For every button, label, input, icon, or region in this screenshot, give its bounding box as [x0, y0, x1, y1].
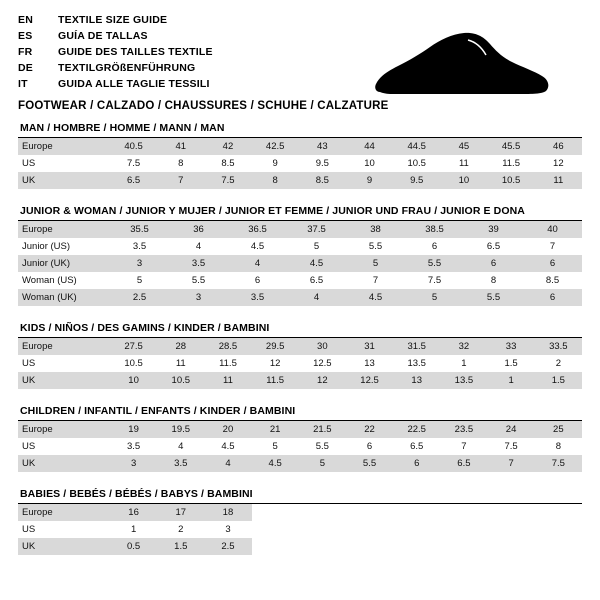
- language-row: [18, 62, 213, 78]
- cell: 13.5: [440, 372, 487, 389]
- cell: 9.5: [393, 172, 440, 189]
- cell: 6.5: [393, 438, 440, 455]
- cell: 40: [523, 221, 582, 238]
- cell: 38.5: [405, 221, 464, 238]
- cell: 2: [535, 355, 582, 372]
- cell: 45: [440, 138, 487, 155]
- table-row: [18, 155, 582, 172]
- cell-empty: [488, 521, 535, 538]
- cell: 7.5: [405, 272, 464, 289]
- cell: 6: [228, 272, 287, 289]
- cell: 1.5: [535, 372, 582, 389]
- cell: 3: [110, 455, 157, 472]
- cell: 10.5: [393, 155, 440, 172]
- cell-empty: [488, 538, 535, 555]
- cell-empty: [346, 521, 393, 538]
- cell: 9: [346, 172, 393, 189]
- cell: 3: [169, 289, 228, 306]
- section-junior-woman: [18, 205, 582, 306]
- section-man: [18, 122, 582, 189]
- cell-empty: [535, 504, 582, 521]
- cell-empty: [440, 521, 487, 538]
- section-title: MAN / HOMBRE / HOMME / MANN / MAN: [18, 122, 582, 138]
- cell: 32: [440, 338, 487, 355]
- section-title: KIDS / NIÑOS / DES GAMINS / KINDER / BAMBINI: [18, 322, 582, 338]
- cell: 12.5: [299, 355, 346, 372]
- cell: 39: [464, 221, 523, 238]
- cell: 3.5: [169, 255, 228, 272]
- cell: 35.5: [110, 221, 169, 238]
- cell: 4: [228, 255, 287, 272]
- row-label: UK: [18, 172, 110, 189]
- cell-empty: [535, 521, 582, 538]
- language-title-body: [18, 14, 213, 94]
- cell: 12: [535, 155, 582, 172]
- cell-empty: [440, 504, 487, 521]
- language-title: GUIDA ALLE TAGLIE TESSILI: [58, 78, 210, 90]
- language-code: EN: [18, 14, 33, 26]
- row-label: Europe: [18, 504, 110, 521]
- table-row: [18, 355, 582, 372]
- language-code: ES: [18, 30, 33, 42]
- language-title: GUÍA DE TALLAS: [58, 30, 148, 42]
- cell: 42.5: [252, 138, 299, 155]
- row-label: UK: [18, 455, 110, 472]
- cell: 5.5: [464, 289, 523, 306]
- table-row: [18, 289, 582, 306]
- cell: 13: [346, 355, 393, 372]
- table-row: [18, 455, 582, 472]
- cell-empty: [252, 521, 299, 538]
- cell: 8: [535, 438, 582, 455]
- language-row: [18, 30, 213, 46]
- cell: 4.5: [287, 255, 346, 272]
- section-title: BABIES / BEBÉS / BÉBÉS / BABYS / BAMBINI: [18, 488, 582, 504]
- cell: 4.5: [252, 455, 299, 472]
- cell: 23.5: [440, 421, 487, 438]
- cell: 11: [204, 372, 251, 389]
- table-row: [18, 372, 582, 389]
- cell-empty: [252, 538, 299, 555]
- cell: 18: [204, 504, 251, 521]
- cell: 21.5: [299, 421, 346, 438]
- cell: 12: [252, 355, 299, 372]
- cell: 3.5: [110, 238, 169, 255]
- cell: 5.5: [169, 272, 228, 289]
- cell: 33: [488, 338, 535, 355]
- table-row: [18, 421, 582, 438]
- section-kids: [18, 322, 582, 389]
- cell: 46: [535, 138, 582, 155]
- cell: 3.5: [110, 438, 157, 455]
- cell: 28: [157, 338, 204, 355]
- cell: 8.5: [523, 272, 582, 289]
- cell-empty: [535, 538, 582, 555]
- cell: 11: [440, 155, 487, 172]
- cell: 10: [440, 172, 487, 189]
- cell: 40.5: [110, 138, 157, 155]
- cell: 44.5: [393, 138, 440, 155]
- row-label: US: [18, 438, 110, 455]
- cell-empty: [299, 538, 346, 555]
- language-title: TEXTILE SIZE GUIDE: [58, 14, 168, 26]
- table-row: [18, 438, 582, 455]
- language-code: IT: [18, 78, 28, 90]
- cell: 22.5: [393, 421, 440, 438]
- cell: 13.5: [393, 355, 440, 372]
- cell: 1: [488, 372, 535, 389]
- row-label: Woman (US): [18, 272, 110, 289]
- row-label: UK: [18, 538, 110, 555]
- table-row: [18, 221, 582, 238]
- cell-empty: [252, 504, 299, 521]
- cell: 21: [252, 421, 299, 438]
- cell: 11.5: [488, 155, 535, 172]
- row-label: Woman (UK): [18, 289, 110, 306]
- footwear-heading: FOOTWEAR / CALZADO / CHAUSSURES / SCHUHE / CALZATURE: [18, 100, 389, 112]
- cell: 2.5: [110, 289, 169, 306]
- cell-empty: [393, 504, 440, 521]
- cell-empty: [299, 504, 346, 521]
- row-label: Europe: [18, 421, 110, 438]
- cell: 1: [440, 355, 487, 372]
- cell: 4.5: [346, 289, 405, 306]
- cell-empty: [346, 504, 393, 521]
- cell: 6: [464, 255, 523, 272]
- cell: 7: [488, 455, 535, 472]
- cell: 4: [204, 455, 251, 472]
- cell: 6: [346, 438, 393, 455]
- row-label: Europe: [18, 221, 110, 238]
- row-label: UK: [18, 372, 110, 389]
- table-row: [18, 504, 582, 521]
- cell: 16: [110, 504, 157, 521]
- row-label: Europe: [18, 338, 110, 355]
- table-row: [18, 138, 582, 155]
- cell: 41: [157, 138, 204, 155]
- cell: 36: [169, 221, 228, 238]
- cell: 7.5: [535, 455, 582, 472]
- cell: 4.5: [204, 438, 251, 455]
- cell: 7: [346, 272, 405, 289]
- cell: 5: [110, 272, 169, 289]
- cell-empty: [393, 521, 440, 538]
- cell: 2.5: [204, 538, 251, 555]
- cell: 29.5: [252, 338, 299, 355]
- section-title: CHILDREN / INFANTIL / ENFANTS / KINDER / BAMBINI: [18, 405, 582, 421]
- cell: 33.5: [535, 338, 582, 355]
- cell: 10.5: [110, 355, 157, 372]
- cell: 4.5: [228, 238, 287, 255]
- cell: 7.5: [204, 172, 251, 189]
- row-label: Junior (UK): [18, 255, 110, 272]
- cell: 5.5: [346, 238, 405, 255]
- cell: 42: [204, 138, 251, 155]
- cell: 6: [523, 289, 582, 306]
- cell: 30: [299, 338, 346, 355]
- cell: 6.5: [287, 272, 346, 289]
- cell: 11.5: [252, 372, 299, 389]
- cell-empty: [299, 521, 346, 538]
- cell: 5: [299, 455, 346, 472]
- cell: 8: [252, 172, 299, 189]
- language-row: [18, 14, 213, 30]
- table-row: [18, 338, 582, 355]
- table-row: [18, 172, 582, 189]
- cell: 10.5: [157, 372, 204, 389]
- cell: 5: [287, 238, 346, 255]
- cell: 17: [157, 504, 204, 521]
- section-children: [18, 405, 582, 472]
- cell: 11: [535, 172, 582, 189]
- cell: 37.5: [287, 221, 346, 238]
- table-row: [18, 272, 582, 289]
- cell-empty: [440, 538, 487, 555]
- cell-empty: [393, 538, 440, 555]
- cell: 6: [393, 455, 440, 472]
- cell: 22: [346, 421, 393, 438]
- cell: 8: [157, 155, 204, 172]
- language-title: TEXTILGRÖßENFÜHRUNG: [58, 62, 196, 74]
- cell: 9: [252, 155, 299, 172]
- cell: 36.5: [228, 221, 287, 238]
- cell: 44: [346, 138, 393, 155]
- table-row: [18, 521, 582, 538]
- cell: 8.5: [299, 172, 346, 189]
- section-title: JUNIOR & WOMAN / JUNIOR Y MUJER / JUNIOR ET FEMME / JUNIOR UND FRAU / JUNIOR E DONA: [18, 205, 582, 221]
- cell: 7: [523, 238, 582, 255]
- language-row: [18, 46, 213, 62]
- cell: 3.5: [157, 455, 204, 472]
- cell: 12.5: [346, 372, 393, 389]
- language-code: DE: [18, 62, 33, 74]
- cell: 38: [346, 221, 405, 238]
- cell: 4: [287, 289, 346, 306]
- table-row: [18, 538, 582, 555]
- size-table-children: [18, 421, 582, 472]
- row-label: US: [18, 155, 110, 172]
- row-label: US: [18, 355, 110, 372]
- cell: 7.5: [110, 155, 157, 172]
- cell: 4: [169, 238, 228, 255]
- cell: 24: [488, 421, 535, 438]
- cell: 1.5: [488, 355, 535, 372]
- cell: 6: [405, 238, 464, 255]
- cell: 19.5: [157, 421, 204, 438]
- cell: 2: [157, 521, 204, 538]
- language-row: [18, 78, 213, 94]
- cell: 11.5: [204, 355, 251, 372]
- cell: 11: [157, 355, 204, 372]
- cell: 9.5: [299, 155, 346, 172]
- cell-empty: [488, 504, 535, 521]
- cell: 4: [157, 438, 204, 455]
- cell-empty: [346, 538, 393, 555]
- cell: 28.5: [204, 338, 251, 355]
- row-label: Junior (US): [18, 238, 110, 255]
- cell: 10: [346, 155, 393, 172]
- language-title-list: [18, 14, 213, 94]
- table-row: [18, 255, 582, 272]
- cell: 3: [110, 255, 169, 272]
- cell: 5.5: [299, 438, 346, 455]
- row-label: US: [18, 521, 110, 538]
- cell: 25: [535, 421, 582, 438]
- row-label: Europe: [18, 138, 110, 155]
- size-table-man: [18, 138, 582, 189]
- table-row: [18, 238, 582, 255]
- size-table-babies: [18, 504, 582, 555]
- cell: 3.5: [228, 289, 287, 306]
- cell: 5.5: [346, 455, 393, 472]
- cell: 6: [523, 255, 582, 272]
- language-code: FR: [18, 46, 33, 58]
- size-table-junior-woman: [18, 221, 582, 306]
- cell: 7: [440, 438, 487, 455]
- cell: 5: [252, 438, 299, 455]
- cell: 43: [299, 138, 346, 155]
- cell: 31.5: [393, 338, 440, 355]
- cell: 1: [110, 521, 157, 538]
- cell: 7: [157, 172, 204, 189]
- section-babies: [18, 488, 582, 555]
- language-title: GUIDE DES TAILLES TEXTILE: [58, 46, 213, 58]
- cell: 8.5: [204, 155, 251, 172]
- dress-shoe-icon: [372, 30, 552, 100]
- cell: 6.5: [110, 172, 157, 189]
- cell: 13: [393, 372, 440, 389]
- cell: 6.5: [464, 238, 523, 255]
- cell: 10.5: [488, 172, 535, 189]
- cell: 5: [405, 289, 464, 306]
- cell: 8: [464, 272, 523, 289]
- cell: 20: [204, 421, 251, 438]
- cell: 5: [346, 255, 405, 272]
- size-table-kids: [18, 338, 582, 389]
- cell: 19: [110, 421, 157, 438]
- header: [18, 14, 582, 112]
- cell: 27.5: [110, 338, 157, 355]
- cell: 1.5: [157, 538, 204, 555]
- cell: 6.5: [440, 455, 487, 472]
- cell: 7.5: [488, 438, 535, 455]
- cell: 3: [204, 521, 251, 538]
- cell: 31: [346, 338, 393, 355]
- cell: 12: [299, 372, 346, 389]
- cell: 45.5: [488, 138, 535, 155]
- cell: 0.5: [110, 538, 157, 555]
- cell: 5.5: [405, 255, 464, 272]
- cell: 10: [110, 372, 157, 389]
